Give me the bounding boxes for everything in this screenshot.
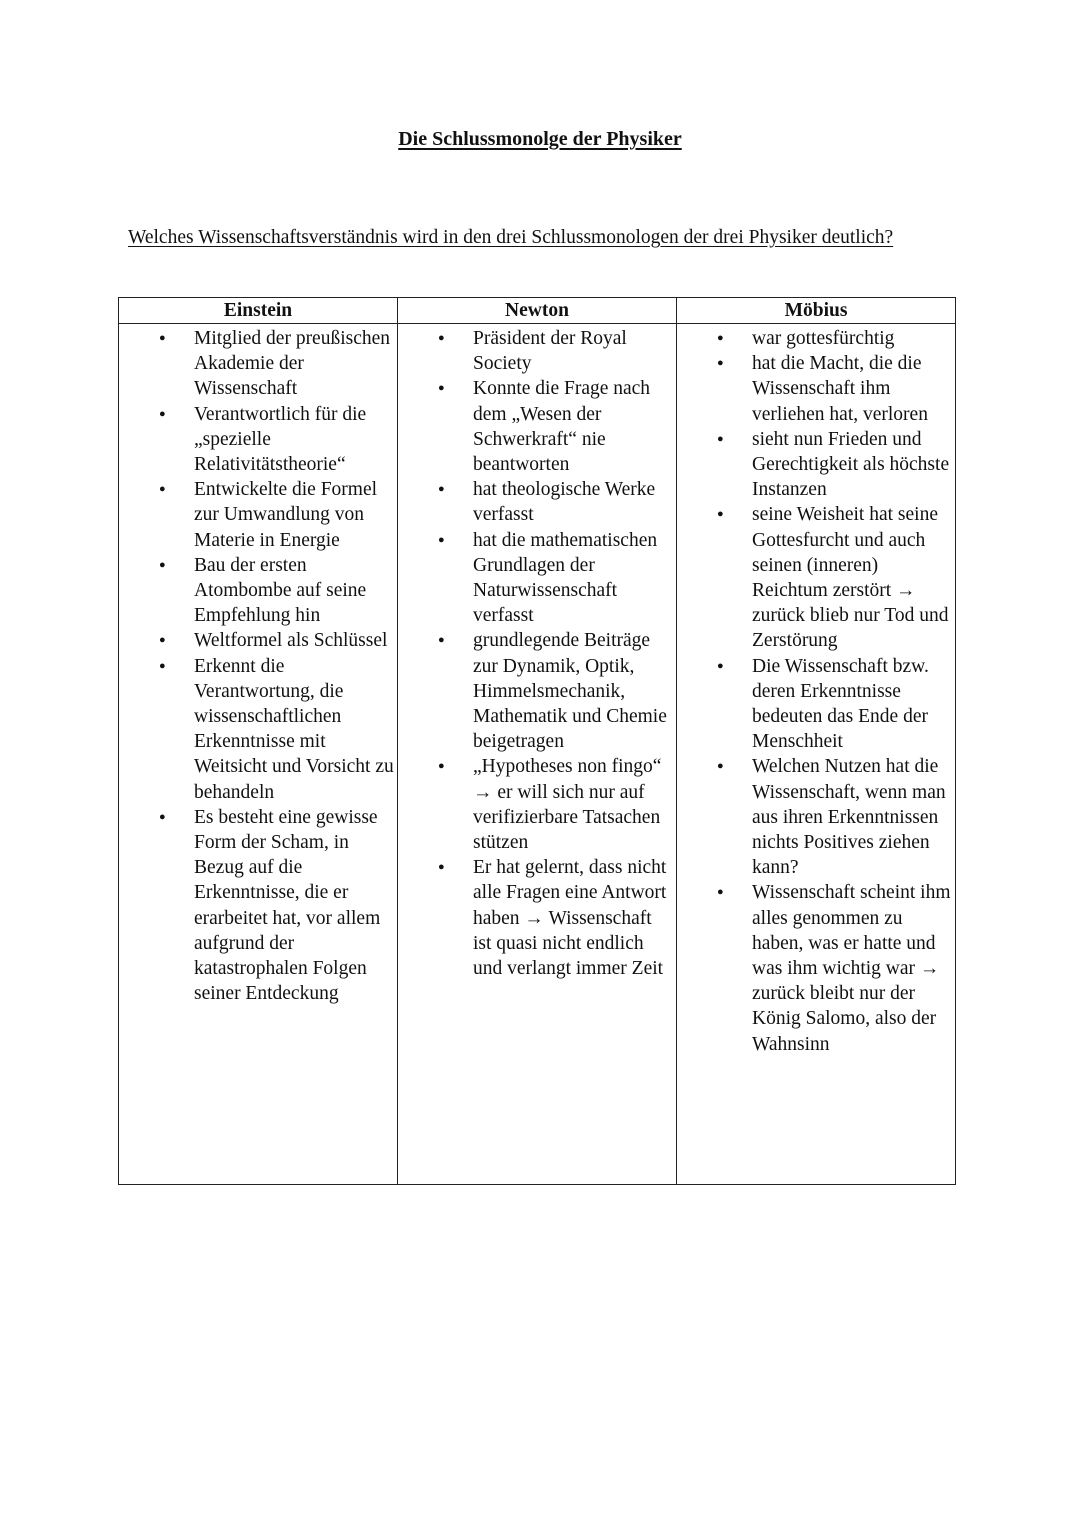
- moebius-cell: [677, 324, 956, 1185]
- content-row: [119, 324, 956, 1185]
- list-item: ● Es besteht eine gewisse Form der Scham, in Bezug auf die Erkenntnisse, die er erarbeitet hat, vor allem aufgrund der katastrophalen Folgen seiner Entdeckung: [119, 805, 395, 1007]
- column-header-einstein: Einstein: [119, 298, 398, 324]
- list-item: ● Erkennt die Verantwortung, die wissenschaftlichen Erkenntnisse mit Weitsicht und Vorsicht zu behandeln: [119, 654, 395, 805]
- newton-cell: [398, 324, 677, 1185]
- einstein-cell: [119, 324, 398, 1185]
- header-row: [119, 298, 956, 324]
- einstein-list: [119, 326, 395, 1006]
- list-item: ● grundlegende Beiträge zur Dynamik, Optik, Himmelsmechanik, Mathematik und Chemie beigetragen: [398, 628, 674, 754]
- column-header-moebius: Möbius: [677, 298, 956, 324]
- comparison-table: [118, 297, 956, 1185]
- list-item: ● hat die mathematischen Grundlagen der Naturwissenschaft verfasst: [398, 528, 674, 629]
- list-item: ● Weltformel als Schlüssel: [119, 628, 395, 653]
- list-item: ● hat theologische Werke verfasst: [398, 477, 674, 527]
- list-item: ● Entwickelte die Formel zur Umwandlung von Materie in Energie: [119, 477, 395, 553]
- list-item: ● Die Wissenschaft bzw. deren Erkenntnisse bedeuten das Ende der Menschheit: [677, 654, 953, 755]
- question-text: Welches Wissenschaftsverständnis wird in den drei Schlussmonologen der drei Physiker deutlich?: [128, 227, 894, 248]
- list-item: ● Wissenschaft scheint ihm alles genommen zu haben, was er hatte und was ihm wichtig war → zurück bleibt nur der König Salomo, also der Wahnsinn: [677, 880, 953, 1056]
- list-item: ● Er hat gelernt, dass nicht alle Fragen eine Antwort haben → Wissenschaft ist quasi nicht endlich und verlangt immer Zeit: [398, 855, 674, 981]
- list-item: ● Konnte die Frage nach dem „Wesen der Schwerkraft“ nie beantworten: [398, 376, 674, 477]
- newton-list: [398, 326, 674, 981]
- list-item: ● sieht nun Frieden und Gerechtigkeit als höchste Instanzen: [677, 427, 953, 503]
- list-item: ● Welchen Nutzen hat die Wissenschaft, wenn man aus ihren Erkenntnissen nichts Positives ziehen kann?: [677, 754, 953, 880]
- list-item: ● „Hypotheses non fingo“ → er will sich nur auf verifizierbare Tatsachen stützen: [398, 754, 674, 855]
- list-item: ● Verantwortlich für die „spezielle Relativitätstheorie“: [119, 402, 395, 478]
- list-item: ● Bau der ersten Atombombe auf seine Empfehlung hin: [119, 553, 395, 629]
- list-item: ● Mitglied der preußischen Akademie der Wissenschaft: [119, 326, 395, 402]
- list-item: ● seine Weisheit hat seine Gottesfurcht und auch seinen (inneren) Reichtum zerstört → zurück blieb nur Tod und Zerstörung: [677, 502, 953, 653]
- list-item: ● hat die Macht, die die Wissenschaft ihm verliehen hat, verloren: [677, 351, 953, 427]
- list-item: ● war gottesfürchtig: [677, 326, 953, 351]
- document-title: Die Schlussmonolge der Physiker: [398, 128, 682, 150]
- list-item: ● Präsident der Royal Society: [398, 326, 674, 376]
- moebius-list: [677, 326, 953, 1057]
- column-header-newton: Newton: [398, 298, 677, 324]
